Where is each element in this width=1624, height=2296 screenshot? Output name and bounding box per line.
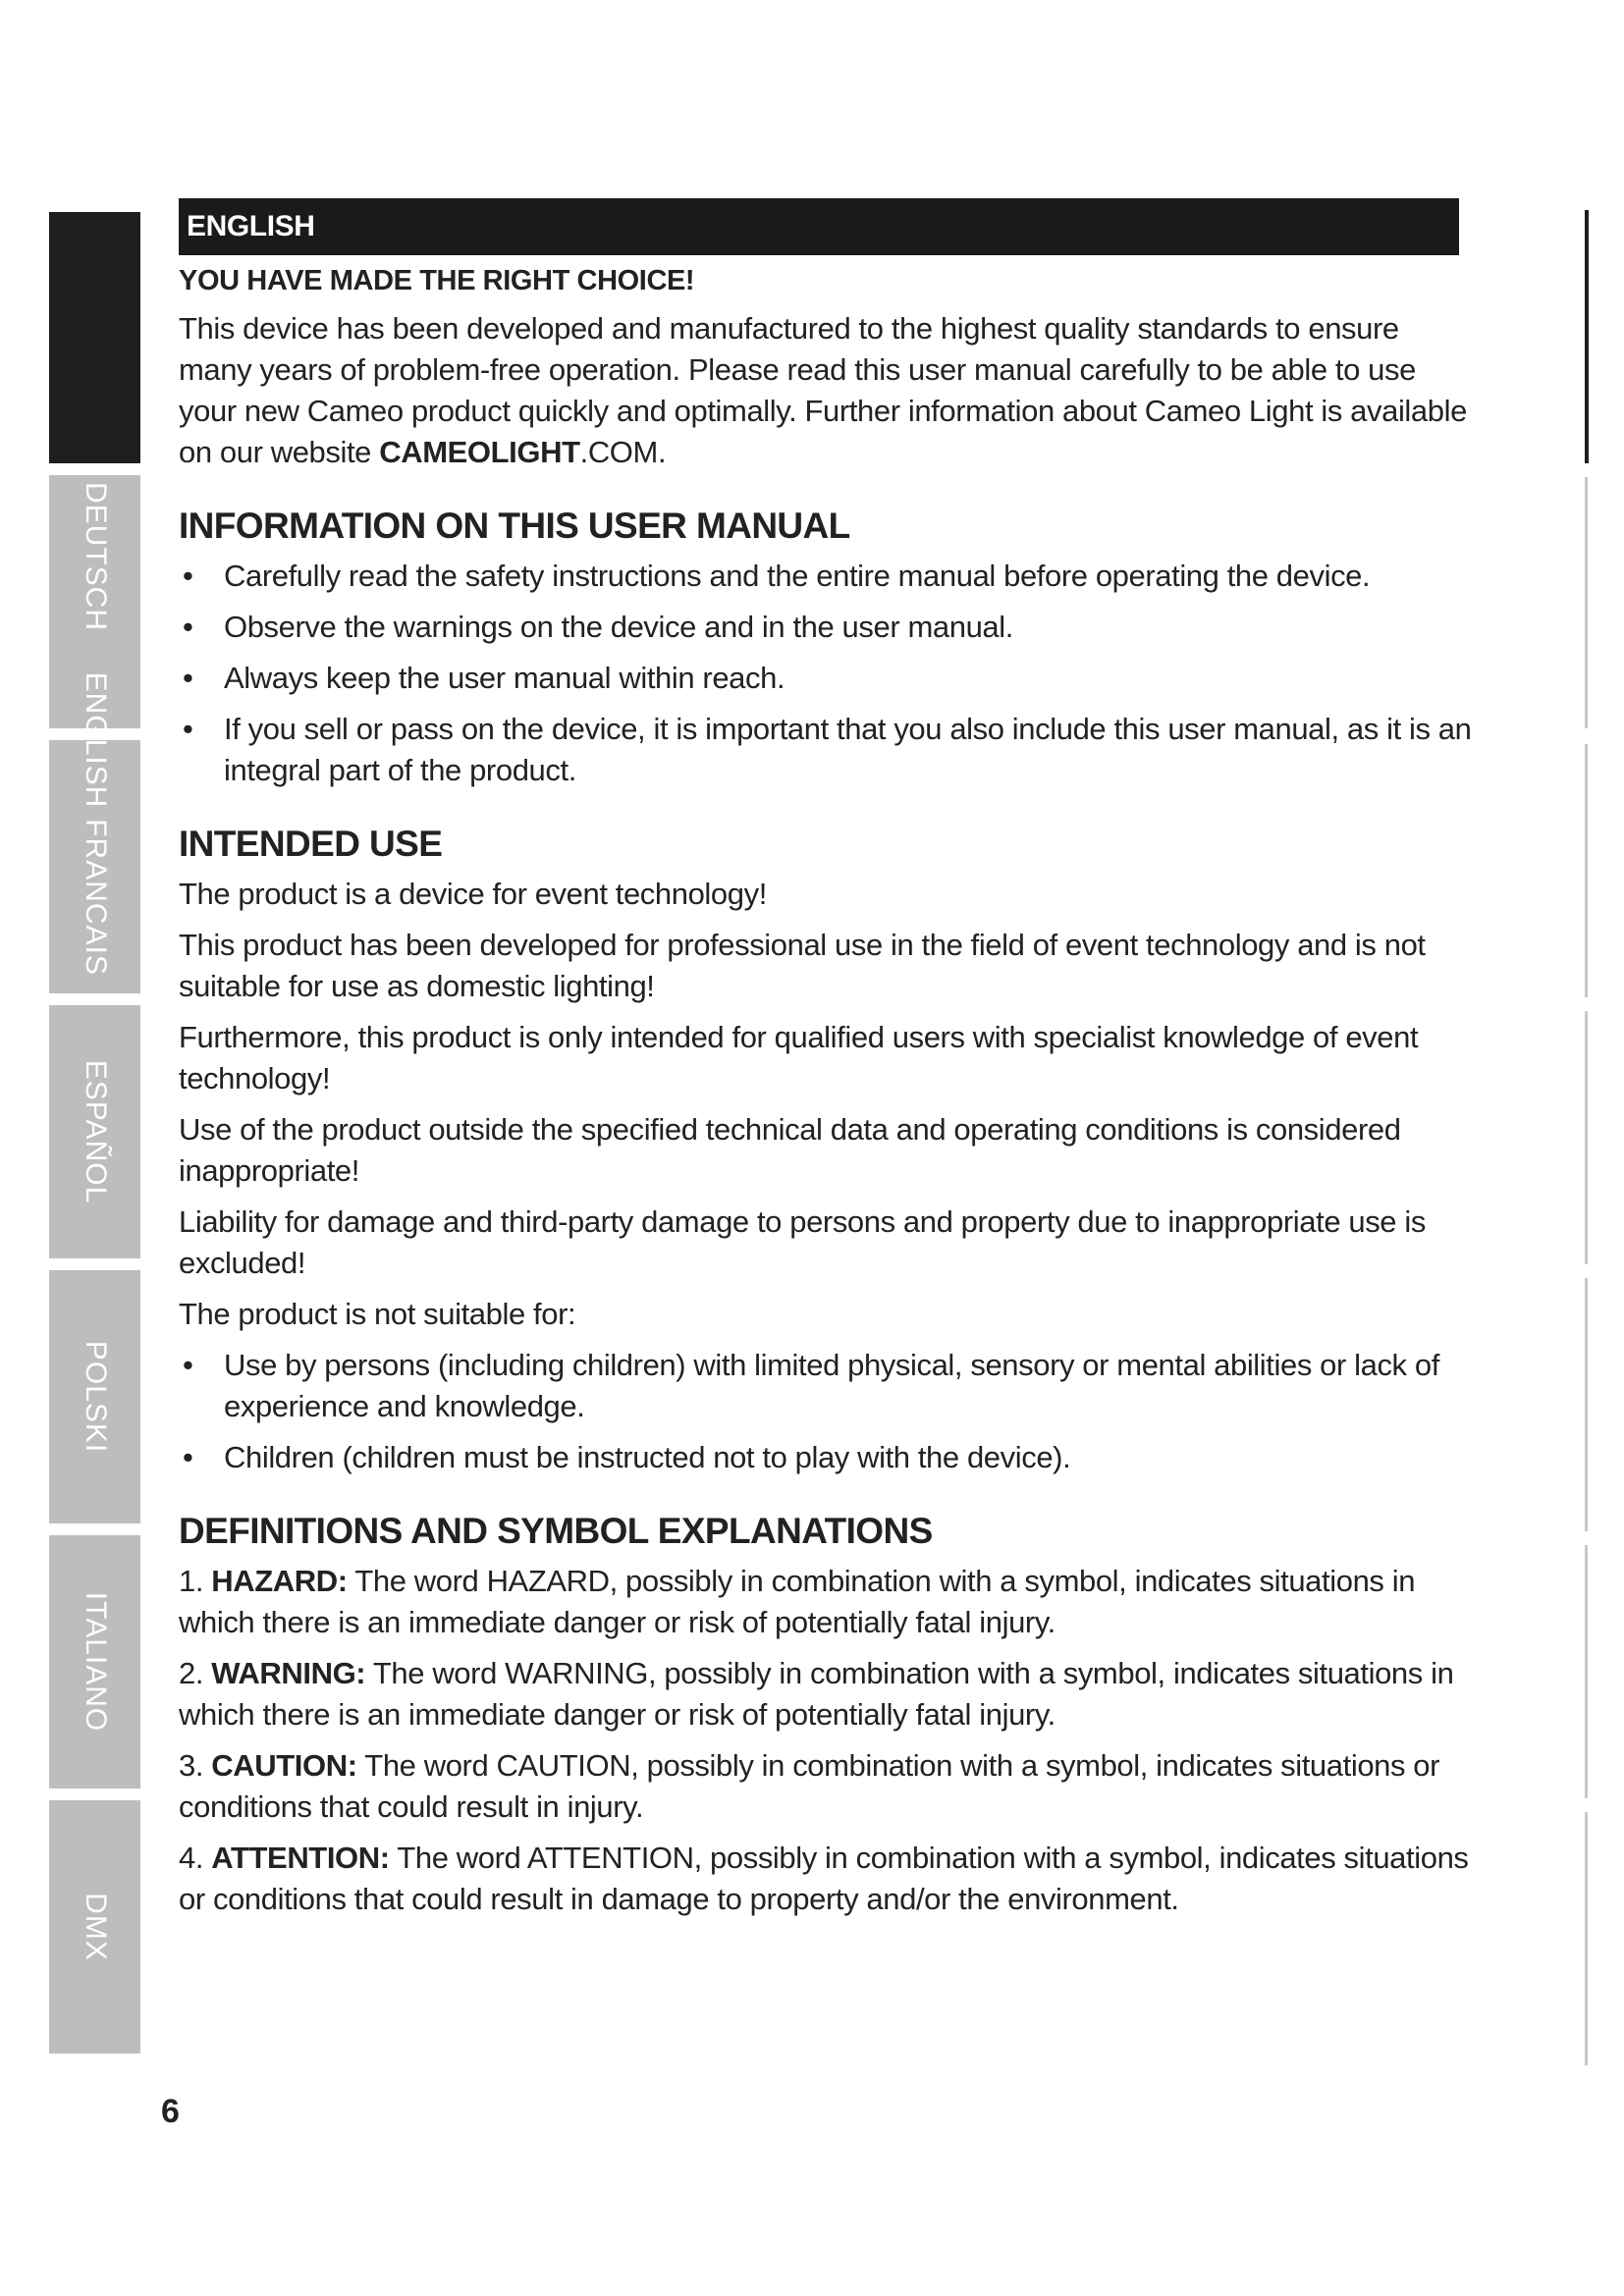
tab-italiano[interactable] [49, 1535, 140, 1789]
website-suffix: .COM. [579, 435, 667, 469]
tab-label-polski: POLSKI [79, 1340, 112, 1454]
manual-page-content [179, 198, 1477, 1930]
definition-item [179, 1838, 1477, 1920]
intro-heading: YOU HAVE MADE THE RIGHT CHOICE! [179, 265, 695, 296]
paragraph: Furthermore, this product is only intended for qualified users with specialist knowledge of event technology! [179, 1020, 1419, 1095]
list-item-text: Observe the warnings on the device and in the user manual. [224, 610, 1013, 644]
bullet-icon: • [183, 610, 193, 644]
paragraph: The product is a device for event technology! [179, 877, 767, 911]
language-tab-bar [49, 212, 140, 2054]
list-item-text: Children (children must be instructed not to play with the device). [224, 1440, 1071, 1474]
definition-item [179, 1745, 1477, 1828]
item-number: 4. [179, 1841, 204, 1875]
definition-text: The word ATTENTION, possibly in combination with a symbol, indicates situations or conditions that could result in damage to property and/or the environment. [179, 1841, 1469, 1916]
list-item [179, 1437, 1477, 1478]
section-heading-definitions: DEFINITIONS AND SYMBOL EXPLANATIONS [179, 1511, 933, 1551]
item-number: 3. [179, 1748, 204, 1783]
bullet-icon: • [183, 1348, 193, 1382]
bullet-icon: • [183, 559, 193, 593]
tab-label-english: ENGLISH [79, 671, 112, 809]
section-heading-intended-use: INTENDED USE [179, 824, 443, 864]
page-number: 6 [161, 2093, 180, 2130]
edge-marker [1585, 1812, 1588, 2065]
tab-label-deutsch: DEUTSCH [79, 481, 112, 631]
definition-term: ATTENTION: [211, 1841, 390, 1875]
edge-marker [1585, 477, 1588, 728]
tab-label-dmx: DMX [79, 1893, 112, 1961]
language-header-bar: ENGLISH [179, 198, 1459, 255]
section-heading-manual-info: INFORMATION ON THIS USER MANUAL [179, 506, 850, 546]
tab-label-italiano: ITALIANO [79, 1591, 112, 1733]
definition-text: The word HAZARD, possibly in combination with a symbol, indicates situations in which there is an immediate danger or risk of potentially fatal injury. [179, 1564, 1416, 1639]
list-item [179, 556, 1477, 597]
tab-english[interactable] [49, 671, 140, 993]
bullet-icon: • [183, 1440, 193, 1474]
tab-dmx[interactable] [49, 1800, 140, 2054]
manual-info-list [179, 556, 1477, 791]
edge-marker [1585, 1278, 1588, 1531]
not-suitable-list [179, 1345, 1477, 1478]
edge-marker-active [1585, 210, 1589, 463]
definition-item [179, 1653, 1477, 1735]
intro-text: This device has been developed and manufactured to the highest quality standards to ensure many years of problem-free operation. Please read this user manual carefully to be able to use your new Cameo product quickly and optimally. Further information about Cameo Light is available on our website [179, 311, 1467, 469]
bullet-icon: • [183, 712, 193, 746]
definition-text: The word WARNING, possibly in combination with a symbol, indicates situations in which there is an immediate danger or risk of potentially fatal injury. [179, 1656, 1454, 1732]
list-item [179, 658, 1477, 699]
tab-label-francais: FRANCAIS [79, 819, 112, 976]
edge-marker [1585, 1545, 1588, 1798]
tab-label-espanol: ESPAÑOL [79, 1059, 112, 1204]
paragraph: Liability for damage and third-party damage to persons and property due to inappropriate use is excluded! [179, 1204, 1426, 1280]
definition-text: The word CAUTION, possibly in combination with a symbol, indicates situations or conditions that could result in injury. [179, 1748, 1440, 1824]
intro-paragraph [179, 308, 1477, 473]
tab-polski[interactable] [49, 1270, 140, 1523]
definition-term: HAZARD: [211, 1564, 348, 1598]
edge-marker [1585, 1011, 1588, 1264]
website-name: CAMEOLIGHT [379, 435, 580, 469]
tab-english-active [49, 212, 140, 463]
edge-marker [1585, 744, 1588, 997]
list-item [179, 709, 1477, 791]
definition-term: WARNING: [211, 1656, 366, 1690]
item-number: 2. [179, 1656, 204, 1690]
definition-term: CAUTION: [211, 1748, 357, 1783]
definition-item [179, 1561, 1477, 1643]
list-item-text: Carefully read the safety instructions and the entire manual before operating the device. [224, 559, 1371, 593]
list-item-text: Always keep the user manual within reach. [224, 661, 785, 695]
list-item-text: Use by persons (including children) with limited physical, sensory or mental abilities or lack of experience and knowledge. [224, 1348, 1439, 1423]
list-item-text: If you sell or pass on the device, it is important that you also include this user manual, as it is an integral part of the product. [224, 712, 1472, 787]
paragraph: Use of the product outside the specified technical data and operating conditions is considered inappropriate! [179, 1112, 1401, 1188]
paragraph: The product is not suitable for: [179, 1297, 576, 1331]
definitions-list [179, 1561, 1477, 1920]
item-number: 1. [179, 1564, 204, 1598]
paragraph: This product has been developed for professional use in the field of event technology and is not suitable for use as domestic lighting! [179, 928, 1426, 1003]
list-item [179, 1345, 1477, 1427]
list-item [179, 607, 1477, 648]
tab-espanol[interactable] [49, 1005, 140, 1258]
bullet-icon: • [183, 661, 193, 695]
